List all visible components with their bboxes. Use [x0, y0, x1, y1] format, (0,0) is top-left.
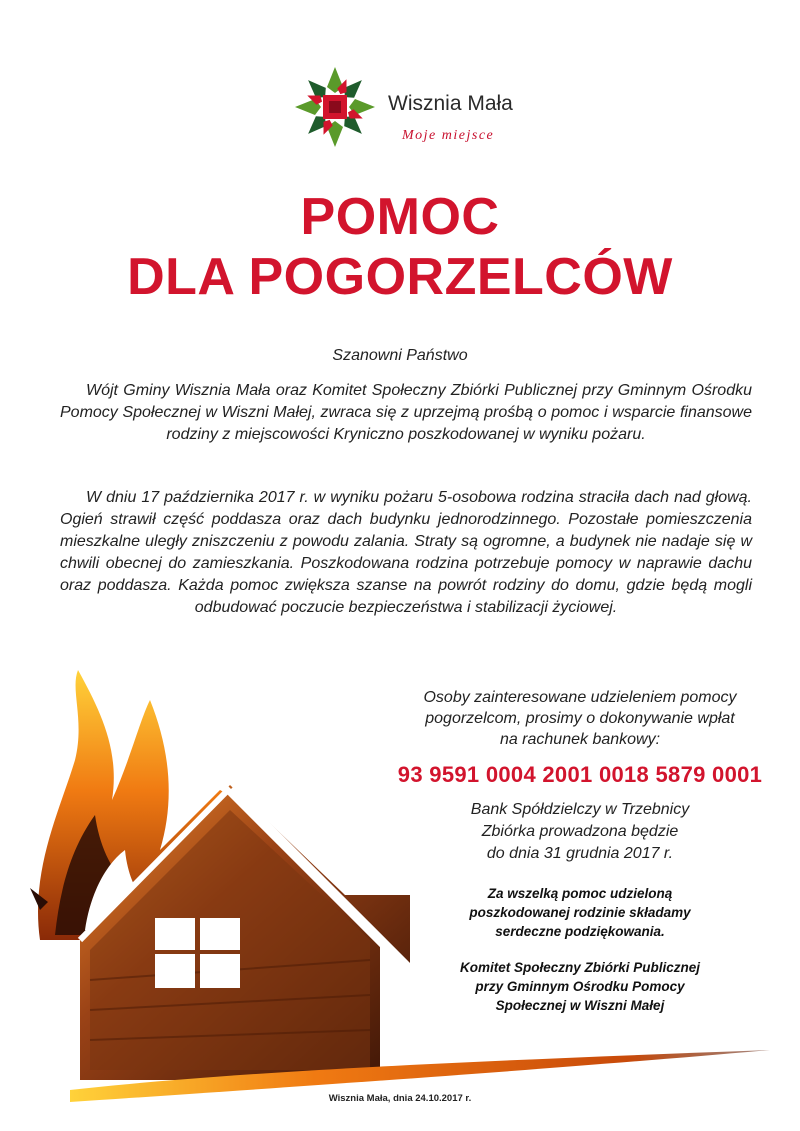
wisznia-mala-emblem-icon	[290, 62, 380, 152]
logo-tagline: Moje miejsce	[402, 128, 495, 143]
bank-info-line: do dnia 31 grudnia 2017 r.	[486, 845, 674, 862]
committee-signature	[370, 958, 790, 1015]
page-title-line2: DLA POGORZELCÓW	[127, 248, 673, 306]
committee-line: Społecznej w Wiszni Małej	[495, 998, 665, 1013]
greeting: Szanowni Państwo	[332, 347, 468, 364]
bank-account-number: 93 9591 0004 2001 0018 5879 0001	[397, 762, 763, 787]
donation-request-line: pogorzelcom, prosimy o dokonywanie wpłat	[425, 710, 735, 727]
paragraph-1: Wójt Gminy Wisznia Mała oraz Komitet Społeczny Zbiórki Publicznej przy Gminnym Ośrodku Pomocy Społecznej w Wiszni Małej, zwraca się z uprzejmą prośbą o pomoc i wsparcie finansowe rodziny z miejscowości Kryniczno poszkodowanej w wyniku pożaru.	[60, 382, 752, 443]
page-title-line1: POMOC	[300, 188, 500, 246]
paragraph-2: W dniu 17 października 2017 r. w wyniku pożaru 5-osobowa rodzina straciła dach nad głową. Ogień strawił część poddasza oraz dach budynku jednorodzinnego. Pozostałe pomieszczenia mieszkalne uległy zniszczeniu z powodu zalania. Straty są ogromne, a budynek nie nadaje się w chwili obecnej do zamieszkania. Poszkodowana rodzina potrzebuje pomocy w naprawie dachu oraz poddasza. Każda pomoc zwiększa szanse na powrót rodziny do domu, gdzie będą mogli odbudować poczucie bezpieczeństwa i stabilizacji życiowej.	[60, 489, 752, 616]
donation-request-line: na rachunek bankowy:	[499, 731, 661, 748]
thanks-line: poszkodowanej rodzinie składamy	[469, 905, 691, 920]
committee-line: Komitet Społeczny Zbiórki Publicznej	[459, 960, 701, 975]
donation-request-line: Osoby zainteresowane udzieleniem pomocy	[423, 689, 737, 706]
municipality-logo	[290, 62, 530, 152]
committee-line: przy Gminnym Ośrodku Pomocy	[475, 979, 685, 994]
logo-name: Wisznia Mała	[388, 92, 513, 115]
footer-date: Wisznia Mała, dnia 24.10.2017 r.	[328, 1093, 472, 1104]
bank-info-line: Bank Spółdzielczy w Trzebnicy	[470, 801, 690, 818]
thanks-line: Za wszelką pomoc udzieloną	[487, 886, 673, 901]
donation-request	[370, 687, 790, 750]
bank-info	[370, 799, 790, 865]
bank-info-line: Zbiórka prowadzona będzie	[481, 823, 679, 840]
thanks-line: serdeczne podziękowania.	[495, 924, 665, 939]
thanks-note	[370, 884, 790, 941]
